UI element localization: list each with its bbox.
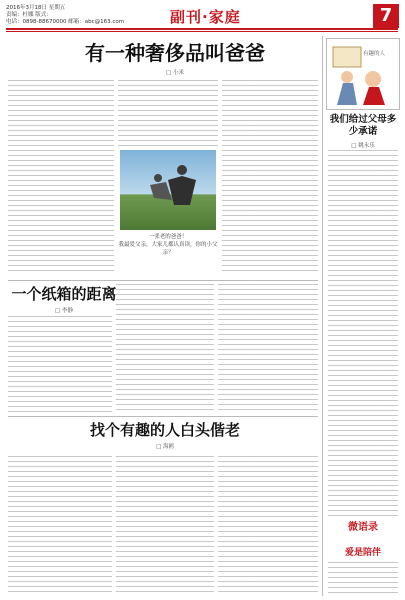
microquotes-heading: 微语录 [348,522,378,533]
article-body-3-col2 [116,456,214,596]
article-byline-2: □ 李静 [55,308,73,314]
article-body-2-col1 [8,316,112,412]
father-child-photo [120,150,216,230]
love-companionship-heading: 爱是陪伴 [344,548,381,558]
article-headline-1: 有一种奢侈品叫爸爸 [85,41,265,65]
article-body-2-col3 [218,284,318,412]
photo-caption-line2: 我最爱父亲，大家儿都认真读，你的小父亲？ [118,242,218,256]
article-body-1-col1 [8,80,114,275]
love-companionship-body [328,562,398,596]
article-divider-2 [8,416,318,417]
article-body-1-col3 [222,80,318,275]
article-byline-3: □ 海鸥 [156,444,174,450]
article-headline-2: 一个纸箱的距离 [11,285,117,303]
photo-caption [118,233,218,257]
article-body-2-col2 [116,284,214,412]
issue-date: 2016年3月18日 星期五 [6,5,66,11]
article-body-4 [328,150,398,518]
photo-silhouette [120,150,216,230]
masthead-rule [6,28,398,30]
article-body-3-col3 [218,456,318,596]
dateline [6,5,124,26]
contact-info: 电话：0898-88670000 邮箱：abc@163.com [6,19,125,25]
photo-caption-line1: 一张老的爸爸！ [148,234,188,240]
article-headline-4: 我们给过父母多少承诺 [329,114,397,137]
article-byline-1: □ 小米 [166,70,184,76]
article-byline-4: □ 姚永乐 [351,143,375,149]
article-body-1-col2 [118,80,218,147]
column-divider [322,36,323,596]
illustration-label: 有趣的人 [363,51,386,57]
section-title: 副刊·家庭 [170,8,241,26]
article-headline-3: 找个有趣的人白头偕老 [89,421,240,439]
article-divider-1 [8,280,318,281]
article-body-3-col1 [8,456,112,596]
sidebar-illustration [326,38,400,110]
editor-credits: 责编：杜娜 版式： [6,12,52,18]
masthead-rule-thin [6,31,398,32]
page-number-badge: 7 [373,4,399,28]
